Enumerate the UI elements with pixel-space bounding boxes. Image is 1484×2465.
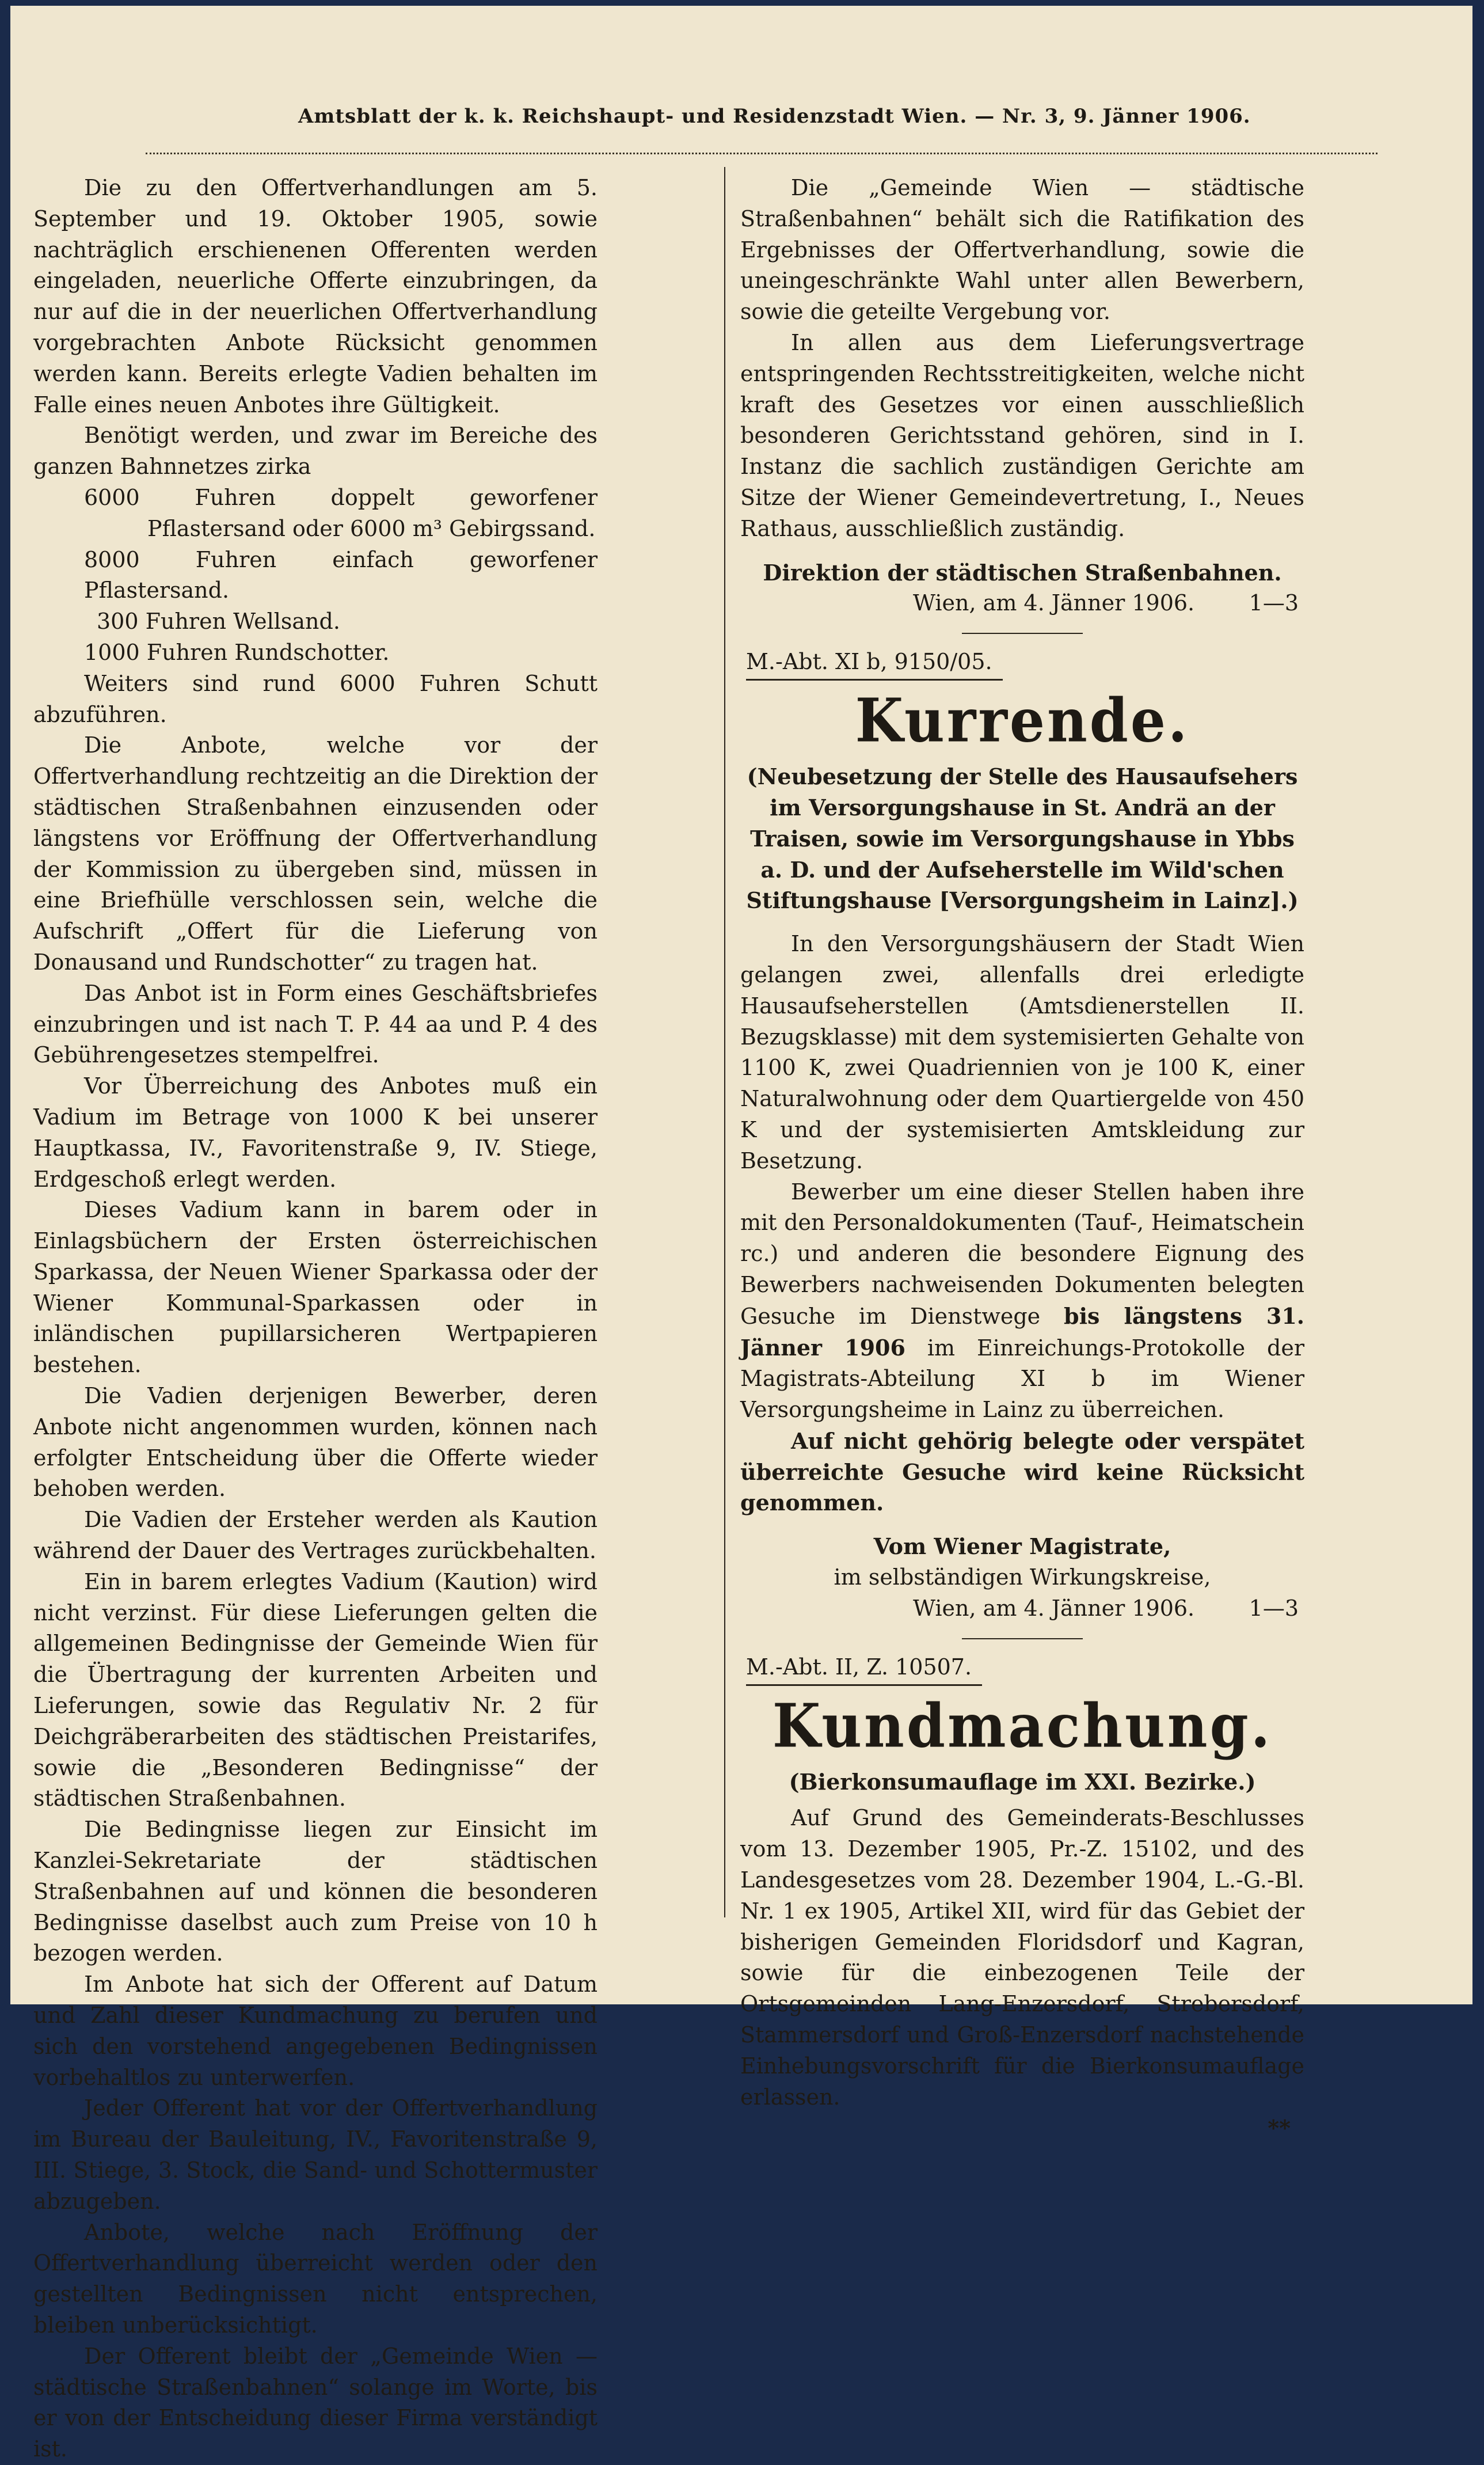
reference-number: M.-Abt. XI b, 9150/05. [746, 644, 1003, 681]
paragraph: Die Vadien der Ersteher werden als Kaution während der Dauer des Vertrages zurückbehalten. [33, 1507, 598, 1564]
reference-number: M.-Abt. II, Z. 10507. [746, 1650, 982, 1686]
paragraph: Benötigt werden, und zwar im Bereiche des ganzen Bahnnetzes zirka [33, 423, 598, 480]
paragraph: Das Anbot ist in Form eines Geschäftsbriefes einzubringen und ist nach T. P. 44 aa und P. 4 des Gebührengesetzes stempelfrei. [33, 980, 598, 1068]
newspaper-page [10, 6, 1472, 2462]
paragraph: Auf Grund des Gemeinderats-Beschlusses vom 13. Dezember 1905, Pr.-Z. 15102, und des Landesgesetzes vom 28. Dezember 1904, L.-G.-Bl. Nr. 1 ex 1905, Artikel XII, wird für das Gebiet der bisherigen Gemeinden Floridsdorf und Kagran, sowie für die einbezogenen Teile der Ortsgemeinden Lang-Enzersdorf, Strebersdorf, Stammersdorf und Groß-Enzersdorf nachstehende Einhebungsvorschrift für die Bierkonsumauflage erlassen. [740, 1805, 1304, 2110]
paragraph: Die „Gemeinde Wien — städtische Straßenbahnen“ behält sich die Ratifikation des Ergebnisses der Offertverhandlung, sowie die uneingeschränkte Wahl unter allen Bewerbern, sowie die geteilte Vergebung vor. [740, 175, 1304, 325]
header-rule [146, 153, 1378, 154]
paragraph: Die Anbote, welche vor der Offertverhandlung rechtzeitig an die Direktion der städtischen Straßenbahnen einzusenden oder längstens vor Eröffnung der Offertverhandlung der Kommission zu übergeben sind, müssen in eine Briefhülle verschlossen sein, welche die Aufschrift „Offert für die Lieferung von Donausand und Rundschotter“ zu tragen hat. [33, 732, 598, 975]
list-item: 8000 Fuhren einfach geworfener Pflastersand. [84, 546, 598, 603]
paragraph: Jeder Offerent hat vor der Offertverhandlung im Bureau der Bauleitung, IV., Favoritenstraße 9, III. Stiege, 3. Stock, die Sand- und Schottermuster abzugeben. [33, 2095, 598, 2214]
separator-rule [962, 633, 1083, 634]
running-header: Amtsblatt der k. k. Reichshaupt- und Residenzstadt Wien. — Nr. 3, 9. Jänner 1906. [298, 105, 1251, 128]
left-column [33, 173, 598, 2465]
end-marker: ** [1268, 2115, 1291, 2141]
right-column [740, 173, 1304, 2144]
list-item: 1000 Fuhren Rundschotter. [84, 639, 390, 665]
list-item: 6000 Fuhren doppelt geworfener Pflastersand oder 6000 m³ Gebirgssand. [84, 484, 598, 541]
notice-subtitle: (Neubesetzung der Stelle des Hausaufsehers im Versorgungshause in St. Andrä an der Traisen, sowie im Versorgungshause in Ybbs a. D. und der Aufseherstelle im Wild'schen Stiftungshause [Versorgungsheim in Lainz].) [746, 764, 1299, 914]
separator-rule [962, 1638, 1083, 1639]
paragraph: Die zu den Offertverhandlungen am 5. September und 19. Oktober 1905, sowie nachträglich erschienenen Offerenten werden eingeladen, neuerliche Offerte einzubringen, da nur auf die in der neuerlichen Offertverhandlung vorgebrachten Anbote Rücksicht genommen werden kann. Bereits erlegte Vadien behalten im Falle eines neuen Anbotes ihre Gültigkeit. [33, 175, 598, 417]
paragraph: Im Anbote hat sich der Offerent auf Datum und Zahl dieser Kundmachung zu berufen und sich den vorstehend angegebenen Bedingnissen vorbehaltlos zu unterwerfen. [33, 1972, 598, 2090]
paragraph: Die Bedingnisse liegen zur Einsicht im Kanzlei-Sekretariate der städtischen Straßenbahnen auf und können die besonderen Bedingnisse daselbst auch zum Preise von 10 h bezogen werden. [33, 1817, 598, 1966]
dateline [740, 588, 1304, 619]
paragraph: Dieses Vadium kann in barem oder in Einlagsbüchern der Ersten österreichischen Sparkassa, der Neuen Wiener Sparkassa oder der Wiener Kommunal-Sparkassen oder in inländischen pupillarsicheren Wertpapieren bestehen. [33, 1197, 598, 1378]
signature: Direktion der städtischen Straßenbahnen. [763, 559, 1282, 586]
paragraph-emphasis: Auf nicht gehörig belegte oder verspätet überreichte Gesuche wird keine Rücksicht genommen. [740, 1427, 1304, 1516]
date: Wien, am 4. Jänner 1906. [913, 590, 1195, 616]
notice-title: Kundmachung. [772, 1691, 1273, 1761]
paragraph: Anbote, welche nach Eröffnung der Offertverhandlung überreicht werden oder den gestellten Bedingnissen nicht entsprechen, bleiben unberücksichtigt. [33, 2219, 598, 2338]
column-divider [724, 167, 725, 1917]
paragraph: In allen aus dem Lieferungsvertrage entspringenden Rechtsstreitigkeiten, welche nicht kraft des Gesetzes vor einen ausschließlich besonderen Gerichtsstand gehören, sind in I. Instanz die sachlich zuständigen Gerichte am Sitze der Wiener Gemeindevertretung, I., Neues Rathaus, ausschließlich zuständig. [740, 329, 1304, 541]
issue-count: 1—3 [1249, 1595, 1299, 1621]
date: Wien, am 4. Jänner 1906. [913, 1595, 1195, 1621]
paragraph: In den Versorgungshäusern der Stadt Wien gelangen zwei, allenfalls drei erledigte Hausaufseherstellen (Amtsdienerstellen II. Bezugsklasse) mit dem systemisierten Gehalte von 1100 K, zwei Quadriennien von je 100 K, einer Naturalwohnung oder dem Quartiergelde von 450 K und der systemisierten Amtskleidung zur Besetzung. [740, 931, 1304, 1173]
list-item: 300 Fuhren Wellsand. [97, 609, 340, 635]
paragraph: Die Vadien derjenigen Bewerber, deren Anbote nicht angenommen wurden, können nach erfolgter Entscheidung über die Offerte wieder behoben werden. [33, 1383, 598, 1502]
issue-count: 1—3 [1249, 590, 1299, 616]
paragraph: Ein in barem erlegtes Vadium (Kaution) wird nicht verzinst. Für diese Lieferungen gelten die allgemeinen Bedingnisse der Gemeinde Wien für die Übertragung der kurrenten Arbeiten und Lieferungen, sowie das Regulativ Nr. 2 für Deichgräberarbeiten des städtischen Preistarifes, sowie die „Besonderen Bedingnisse“ der städtischen Straßenbahnen. [33, 1568, 598, 1811]
paragraph: Der Offerent bleibt der „Gemeinde Wien — städtische Straßenbahnen“ solange im Worte, bis er von der Entscheidung dieser Firma verständigt ist. [33, 2343, 598, 2462]
paragraph: Weiters sind rund 6000 Fuhren Schutt abzuführen. [33, 670, 598, 727]
notice-title: Kurrende. [855, 685, 1190, 756]
signature: Vom Wiener Magistrate, [873, 1533, 1171, 1560]
dateline [740, 1593, 1304, 1624]
signature-subline: im selbständigen Wirkungskreise, [834, 1564, 1211, 1590]
paragraph: Vor Überreichung des Anbotes muß ein Vadium im Betrage von 1000 K bei unserer Hauptkassa, IV., Favoritenstraße 9, IV. Stiege, Erdgeschoß erlegt werden. [33, 1073, 598, 1192]
paragraph: Bewerber um eine dieser Stellen haben ihre mit den Personaldokumenten (Tauf-, Heimatschein rc.) und anderen die besondere Eignung des Bewerbers nachweisenden Dokumenten belegten Gesuche im Dienstwege bis längstens 31. Jänner 1906 im Einreichungs-Protokolle der Magistrats-Abteilung XI b im Wiener Versorgungsheime in Lainz zu überreichen. [740, 1179, 1305, 1423]
notice-subtitle: (Bierkonsumauflage im XXI. Bezirke.) [789, 1768, 1256, 1795]
